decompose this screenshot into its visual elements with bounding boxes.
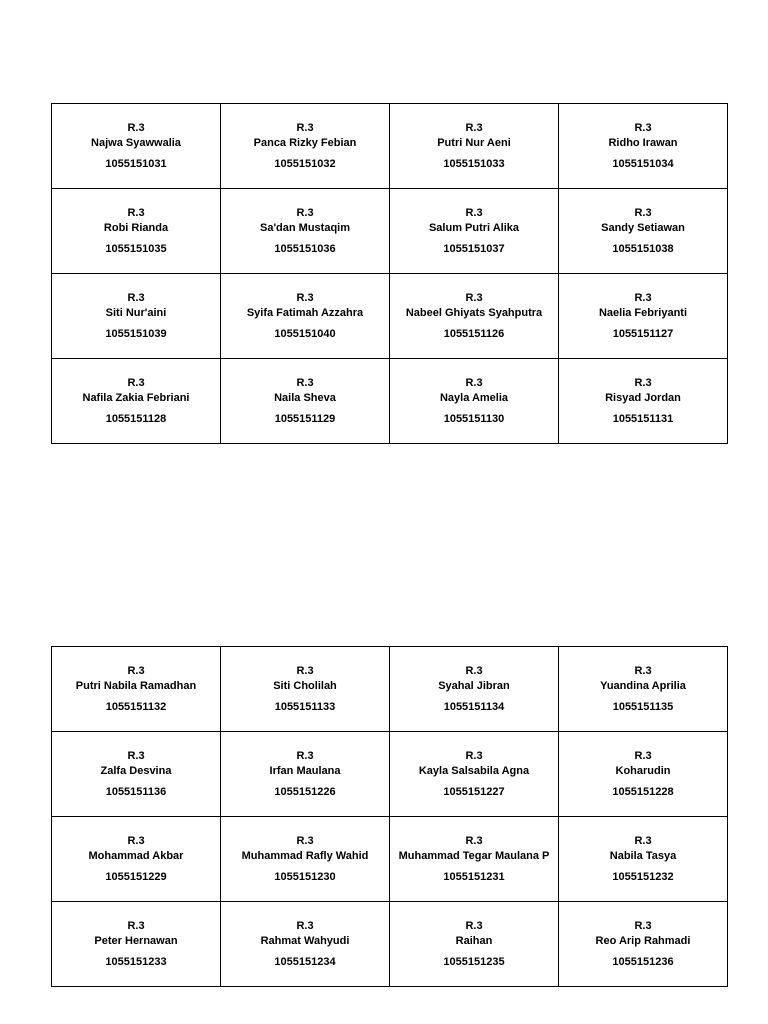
student-id: 1055151131 [612,412,674,425]
room-label: R.3 [296,206,314,219]
label-cell [559,104,728,189]
student-id: 1055151038 [612,242,674,255]
label-cell [559,647,728,732]
student-name: Muhammad Rafly Wahid [241,849,369,862]
student-name: Syifa Fatimah Azzahra [246,306,364,319]
student-id: 1055151031 [105,157,167,170]
student-name: Najwa Syawwalia [91,136,181,149]
room-label: R.3 [634,749,652,762]
student-name: Irfan Maulana [269,764,341,777]
room-label: R.3 [127,919,145,932]
room-label: R.3 [296,664,314,677]
student-id: 1055151227 [443,785,505,798]
label-card [390,104,558,188]
table-row [52,732,728,817]
student-id: 1055151228 [612,785,674,798]
student-name: Sandy Setiawan [601,221,685,234]
label-cell [390,647,559,732]
student-id: 1055151033 [443,157,505,170]
table-row [52,274,728,359]
student-id: 1055151128 [105,412,167,425]
table-row [52,359,728,444]
label-card [221,902,389,986]
student-name: Koharudin [615,764,671,777]
student-name: Yuandina Aprilia [600,679,686,692]
student-id: 1055151127 [612,327,674,340]
label-card [221,732,389,816]
label-card [559,104,727,188]
label-card [52,647,220,731]
room-label: R.3 [465,376,483,389]
student-name: Siti Nur'aini [105,306,167,319]
room-label: R.3 [296,291,314,304]
label-cell [221,732,390,817]
label-card [559,817,727,901]
student-name: Robi Rianda [103,221,169,234]
room-label: R.3 [465,664,483,677]
student-id: 1055151232 [612,870,674,883]
room-label: R.3 [465,834,483,847]
student-name: Rahmat Wahyudi [260,934,350,947]
student-name: Zalfa Desvina [100,764,172,777]
label-card [559,359,727,443]
label-card [390,274,558,358]
room-label: R.3 [634,206,652,219]
student-id: 1055151235 [443,955,505,968]
student-id: 1055151226 [274,785,336,798]
student-id: 1055151132 [105,700,167,713]
student-id: 1055151134 [443,700,505,713]
room-label: R.3 [634,376,652,389]
label-cell [559,817,728,902]
student-name: Naila Sheva [274,391,336,404]
label-cell [221,274,390,359]
student-name: Sa'dan Mustaqim [259,221,351,234]
student-name: Putri Nur Aeni [437,136,511,149]
student-id: 1055151230 [274,870,336,883]
label-card [52,902,220,986]
student-name: Muhammad Tegar Maulana P [398,849,550,862]
label-card [559,732,727,816]
student-id: 1055151229 [105,870,167,883]
student-id: 1055151035 [105,242,167,255]
student-name: Kayla Salsabila Agna [418,764,530,777]
label-cell [559,732,728,817]
table-row [52,817,728,902]
label-card [221,189,389,273]
student-name: Nayla Amelia [439,391,509,404]
student-name: Nafila Zakia Febriani [82,391,190,404]
table-row [52,104,728,189]
student-id: 1055151133 [274,700,336,713]
room-label: R.3 [465,291,483,304]
room-label: R.3 [296,749,314,762]
label-card [390,817,558,901]
student-id: 1055151034 [612,157,674,170]
student-name: Panca Rizky Febian [253,136,357,149]
label-cell [221,817,390,902]
room-label: R.3 [127,206,145,219]
label-cell [52,817,221,902]
label-card [221,274,389,358]
student-id: 1055151233 [105,955,167,968]
label-card [52,189,220,273]
label-cell [390,104,559,189]
room-label: R.3 [634,121,652,134]
room-label: R.3 [465,121,483,134]
label-cell [52,647,221,732]
student-id: 1055151040 [274,327,336,340]
label-cell [221,647,390,732]
room-label: R.3 [127,664,145,677]
label-cell [52,274,221,359]
label-cell [559,189,728,274]
label-card [52,817,220,901]
label-card [52,104,220,188]
label-card [390,732,558,816]
label-cell [221,359,390,444]
student-name: Siti Cholilah [273,679,337,692]
label-card [221,104,389,188]
label-cell [390,189,559,274]
label-card [221,647,389,731]
room-label: R.3 [127,834,145,847]
student-name: Syahal Jibran [438,679,510,692]
room-label: R.3 [127,291,145,304]
student-name: Peter Hernawan [94,934,178,947]
label-card [52,732,220,816]
student-name: Putri Nabila Ramadhan [75,679,197,692]
student-id: 1055151130 [443,412,505,425]
label-table-1 [51,103,728,444]
room-label: R.3 [296,376,314,389]
student-id: 1055151037 [443,242,505,255]
room-label: R.3 [465,749,483,762]
student-id: 1055151036 [274,242,336,255]
label-cell [221,104,390,189]
table-row [52,902,728,987]
label-card [221,817,389,901]
room-label: R.3 [296,919,314,932]
room-label: R.3 [127,121,145,134]
room-label: R.3 [127,749,145,762]
label-cell [52,189,221,274]
student-id: 1055151234 [274,955,336,968]
table-row [52,189,728,274]
label-cell [390,902,559,987]
label-cell [221,189,390,274]
label-card [559,647,727,731]
student-id: 1055151231 [443,870,505,883]
room-label: R.3 [634,664,652,677]
label-cell [559,359,728,444]
label-card [221,359,389,443]
student-name: Ridho Irawan [608,136,678,149]
room-label: R.3 [634,291,652,304]
label-card [559,189,727,273]
table-row [52,647,728,732]
room-label: R.3 [127,376,145,389]
label-card [559,274,727,358]
label-card [52,359,220,443]
label-cell [559,902,728,987]
label-card [390,359,558,443]
student-id: 1055151032 [274,157,336,170]
student-name: Reo Arip Rahmadi [595,934,691,947]
label-cell [559,274,728,359]
label-cell [52,359,221,444]
room-label: R.3 [465,919,483,932]
label-cell [390,274,559,359]
student-name: Naelia Febriyanti [598,306,688,319]
student-name: Risyad Jordan [605,391,681,404]
room-label: R.3 [634,919,652,932]
label-cell [221,902,390,987]
student-id: 1055151126 [443,327,505,340]
label-table-2 [51,646,728,987]
student-id: 1055151129 [274,412,336,425]
student-id: 1055151135 [612,700,674,713]
label-cell [390,817,559,902]
student-name: Nabila Tasya [609,849,677,862]
label-cell [390,359,559,444]
label-card [390,647,558,731]
label-cell [52,902,221,987]
label-cell [52,104,221,189]
label-card [390,189,558,273]
label-card [52,274,220,358]
student-name: Nabeel Ghiyats Syahputra [405,306,543,319]
student-id: 1055151039 [105,327,167,340]
label-cell [390,732,559,817]
student-id: 1055151236 [612,955,674,968]
room-label: R.3 [296,834,314,847]
room-label: R.3 [634,834,652,847]
student-name: Mohammad Akbar [88,849,184,862]
room-label: R.3 [296,121,314,134]
label-cell [52,732,221,817]
label-card [559,902,727,986]
student-id: 1055151136 [105,785,167,798]
student-name: Salum Putri Alika [428,221,520,234]
label-card [390,902,558,986]
room-label: R.3 [465,206,483,219]
student-name: Raihan [455,934,493,947]
